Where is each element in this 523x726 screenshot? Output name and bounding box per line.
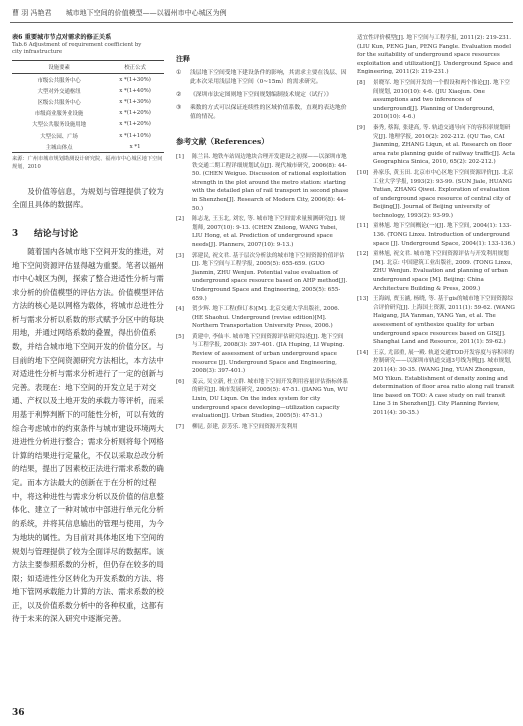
correction-table (12, 60, 164, 153)
note-text: 浅层地下空间受地下建设条件的影响，其需求主要在浅层、因此本次采用浅层地下空间（0~15m）的需求研究。 (190, 70, 347, 85)
reference-number: [10] (357, 169, 369, 176)
table-cell: 区级公共服务中心 (37, 99, 81, 106)
reference-item (176, 215, 349, 249)
reference-text: 童林旭, 祝文君. 城市地下空间资源评估与开发利用规划[M]. 北京: 中国建筑工业出版社, 2009. (TONG Linxu, ZHU Wenjun. Evaluation and planning of urban underground space [M]. Beijing: China Architecture Building & Press, 2009.) (373, 251, 513, 292)
note-item (176, 69, 349, 87)
reference-number: [3] (176, 252, 184, 259)
table-row (12, 108, 164, 119)
reference-continued (357, 34, 515, 77)
reference-item (357, 295, 515, 347)
table-cell: x *(1+20%) (119, 121, 151, 128)
table-cell: 主城山体点 (12, 141, 106, 153)
page-number: 36 (12, 708, 25, 718)
reference-text: 王海阔, 贾玉涵, 杨晓, 等. 基于gis的城市地下空间资源综合评价研究[J]. 上海国土资源, 2011(1): 59-62. (WANG Haigang, JIA Yanman, YANG Yan, et al. The assessment of synthesize quality for urban underground space resources based on GIS[J]. Shanghai Land and Resource, 2011(1): 59-62.) (373, 296, 515, 346)
header-authors: 曹 羽 冯艳君 (12, 9, 52, 17)
section-heading (12, 226, 164, 239)
reference-item (357, 79, 515, 122)
reference-text: 郭建民, 祝文君. 基于层次分析法的城市地下空间资源价值评估[J]. 地下空间与工程学报, 2005(5): 655-659. (GUO Jianmin, ZHU Wenjun. Potential value evaluation of underground space resource based on AHP method[J]. Underground Space and Engineering, 2005(5): 655-659.) (192, 252, 348, 302)
table-cell: x *1 (106, 141, 164, 153)
table-cell: x *(1+40%) (119, 87, 151, 94)
reference-number: [7] (176, 423, 184, 430)
reference-number: [12] (357, 251, 369, 258)
table-cell: 市级公共服务中心 (37, 77, 81, 84)
references-heading: 参考文献（References） (176, 137, 269, 146)
reference-item (357, 349, 515, 418)
reference-item (176, 378, 349, 421)
table-cell: x *(1+30%) (119, 98, 151, 105)
note-marker: ③ (176, 105, 182, 111)
table-caption-en-1: Tab.6 Adjustment of requirement coefficient by (12, 42, 142, 48)
table-row (12, 96, 164, 107)
reference-text: 黄建中, 李仙丰. 城市地下空间资源评估研究综述[J]. 地下空间与工程学报, 2008(3): 397-401. (JIA Huping, LI Wuping. Review of assessment of urban underground space resource [J]. Underground Space and Engineering, 2008(3): 397-401.) (192, 333, 345, 375)
reference-text: 贺少辉. 地下工程(修订本)[M]. 北京交通大学出版社, 2006. (HE Shaohui. Underground (revise edition)[M]. Northern Transportation University Press, 2006.) (192, 306, 340, 330)
reference-item (176, 305, 349, 331)
reference-number: [2] (176, 216, 184, 223)
note-text: 《深圳市法定图则地下空间规划编制技术规定（试行）》 (190, 92, 333, 98)
reference-number: [9] (357, 124, 365, 131)
reference-text: 陈志龙, 王玉北, 刘宏, 等. 城市地下空间需求量预测研究[J]. 规划师, 2007(10): 9-13. (CHEN Zhilong, WANG Yubei, LIU Hong, et al. Prediction of underground space needs[J]. Planners, 2007(10): 9-13.) (192, 216, 346, 248)
reference-number: [11] (357, 223, 369, 230)
reference-number: [6] (176, 378, 184, 385)
body-paragraph: 为地块的属性。为目前对具体地区地下空间的规划与管理提供了较为全面详尽的数据库。该方法主要参照系数的分析，但仍存在较多的局限；如适进性分区转化为开发系数的方法、将地下管网承载能力计算的方法、需求系数的校正，以及价值系数分析中的各种权重，这都有待于未来的深入研究中逐渐完善。 (12, 532, 164, 624)
reference-item (176, 153, 349, 213)
table-row (12, 85, 164, 96)
reference-text: 孙家乐, 黄玉田. 北京市中心区地下空间资源评价[J]. 北京工业大学学报, 1993(2): 93-99. (SUN Jiale, HUANG Yutian, ZHANG Qiwei. Exploration of evaluation of underground space resource of central city of Beijing[J]. Journal of Beijing university of technology, 1993(2): 93-99.) (373, 169, 514, 219)
reference-text: 景晓军. 地下空间开发的一个假设和两个推论[J]. 地下空间规划, 2010(10): 4-6. (JIU Xiaojun. One assumptions and two inferences of underground[J]. Planning of Underground, 2010(10): 4-6.) (373, 79, 510, 121)
section-title: 结论与讨论 (34, 228, 78, 239)
table-cell: x *(1+20%) (119, 110, 151, 117)
reference-item (176, 252, 349, 304)
table-row (12, 74, 164, 86)
table-source-note: 来源：广州市城市规划勘测设计研究院、福州市中心城区地下空间规划，2010 (12, 156, 163, 170)
reference-text: 童林旭. 地下空间概论(一)[J]. 地下空间, 2004(1): 133-136. (TONG Linxu. Introduction of underground space [J]. Underground Space, 2004(1): 133-136.) (373, 223, 516, 247)
table-header-cell: 校正公式 (106, 61, 164, 74)
table-caption-cn: 表6 重要城市节点对需求的修正关系 (12, 34, 112, 41)
table-cell: x *(1+10%) (119, 132, 151, 139)
reference-number: [5] (176, 333, 184, 340)
table-row (12, 130, 164, 141)
table-header-cell: 设施要素 (12, 61, 106, 74)
table-cell: 大型公园、广场 (40, 133, 78, 140)
note-marker: ① (176, 70, 182, 76)
header-title: 城市地下空间的价值模型——以福州市中心城区为例 (65, 9, 227, 17)
table-row (12, 141, 164, 153)
reference-number: [8] (357, 79, 365, 86)
note-item (176, 91, 349, 100)
reference-text: 秦秀, 蔡海, 张建高, 等. 轨道交通导向下的容积率规划研究[J]. 地理学报, 2010(2): 202-212. (QU Tao, CAI Jianming, ZHANG Liqun, et al. Research on floor area rate planning guide of railway traffic[J]. Acta Geographica Sinica, 2010, 65(2): 202-212.) (373, 124, 516, 166)
reference-number: [14] (357, 349, 369, 356)
table-caption-en-2: city infrastructure (12, 49, 63, 55)
reference-item (176, 333, 349, 376)
reference-text: 王京, 尤部重, 展一殿. 轨道交通TOD开发容度与容积率的控制研究——以深圳市轨道交通3号线为例[J]. 城市规划, 2011(4): 30-35. (WANG Jing, YUAN Zhongxun, MO Yikun. Establishment of density zoning and determination of floor area ratio along rail transit line based on TOD: A case study on rail transit Line 3 in Shenzhen[J]. City Planning Review, 2011(4): 30-35.) (373, 349, 515, 416)
table-row (12, 119, 164, 130)
table-cell: 大型公共服务设施用地 (32, 122, 87, 129)
reference-text: 适宜性评价模型[J]. 地下空间与工程学报, 2011(2): 219-231. (LIU Kun, PENG Jian, PENG Fangle. Evaluation model for the suitability of underground space resources exploitation and utilization[J]. Underground Space and Engineering, 2011(2): 219-231.) (357, 35, 513, 76)
reference-text: 姜云, 吴立新, 杜立群. 城市地下空间开发利用容量评估指标体系的研究[J]. 城市发展研究, 2005(5): 47-51. (JIANG Yun, WU Lixin, DU Liqun. On the index system for city underground space developing—utilization capacity evaluation[J]. Urban Studies, 2005(5): 47-51.) (192, 378, 349, 420)
table-cell: 市级商业服务业设施 (34, 111, 84, 118)
reference-item (357, 124, 515, 167)
reference-text: 陈兰昌. 地铁车站周边地块合理开发建设之初探——以深圳市地铁交通二期工程详细规划试点[J]. 现代城市研究, 2006(8): 44-50. (CHEN Weiguo. Discussion of rational exploitation strength in the plot around the metro station: starting with the detailed plan of rail transport in second phase in Shenzhen[J]. Research of Modern City, 2006(8): 44-50.) (192, 154, 349, 212)
reference-text: 柳昆, 彭建, 彭芳乐. 地下空间资源开发利用 (192, 423, 298, 430)
reference-item (357, 169, 515, 221)
reference-number: [1] (176, 154, 184, 160)
column-left (12, 34, 164, 667)
reference-number: [4] (176, 306, 184, 313)
column-right (357, 34, 515, 420)
running-header (12, 8, 227, 18)
reference-item (176, 423, 349, 432)
column-middle (176, 34, 349, 433)
header-rule (10, 22, 513, 23)
body-paragraph: 随着国内各城市地下空间开发的推进，对地下空间资源评估显得越为重要。笔者以福州市中心城区为例，探索了整合进适性分析与需求分析的价值模型的评估方法。价值模型评估方法的核心是以网格为载体，将城市总进性分析与需求分析以系数的形式赋予分区中的每块用地，并通过网络系数的叠置，得出价值系数，并结合城市地下空间开发的价值分区。与目前的地下空间资源研究方法相比，本方法中对适进性分析与需求分析进行了一定的创新与完善。表现在：地下空间的开发立足于对交通、产权以及土地开发的承载力等评析，而采用基于利弊判断下的可能性分析，可以有效的综合考虑城市的约束条件与城市建设环境两大进进性分析进行整合；需求分析则将每个网格计算的结果进行定量化，不仅以采取总改分析的结果，提出了因素校正法进行需求系数的确定。而本方法最大的创新在于在分析的过程中，将这种进性与需求分析以及价值的信息整体化、建立了一种对城市中部进行单元化分析的系统，并将其信息输出的管理与使用，为今 (12, 246, 164, 528)
table-cell: 大型对外交通枢纽 (37, 88, 81, 95)
reference-item (357, 250, 515, 293)
reference-item (357, 222, 515, 248)
notes-heading: 注释 (176, 54, 190, 63)
note-text: 乘数的方式可以保证连续性的区域价值系数，直观的表达地价值的情况。 (190, 105, 347, 120)
table-cell: x *(1+30%) (119, 76, 151, 83)
note-marker: ② (176, 92, 182, 98)
section-number: 3 (12, 228, 19, 239)
body-paragraph: 及价值等信息，为规划与管理提供了较为全面且具体的数据库。 (12, 186, 164, 210)
reference-number: [13] (357, 296, 369, 303)
note-item (176, 104, 349, 122)
